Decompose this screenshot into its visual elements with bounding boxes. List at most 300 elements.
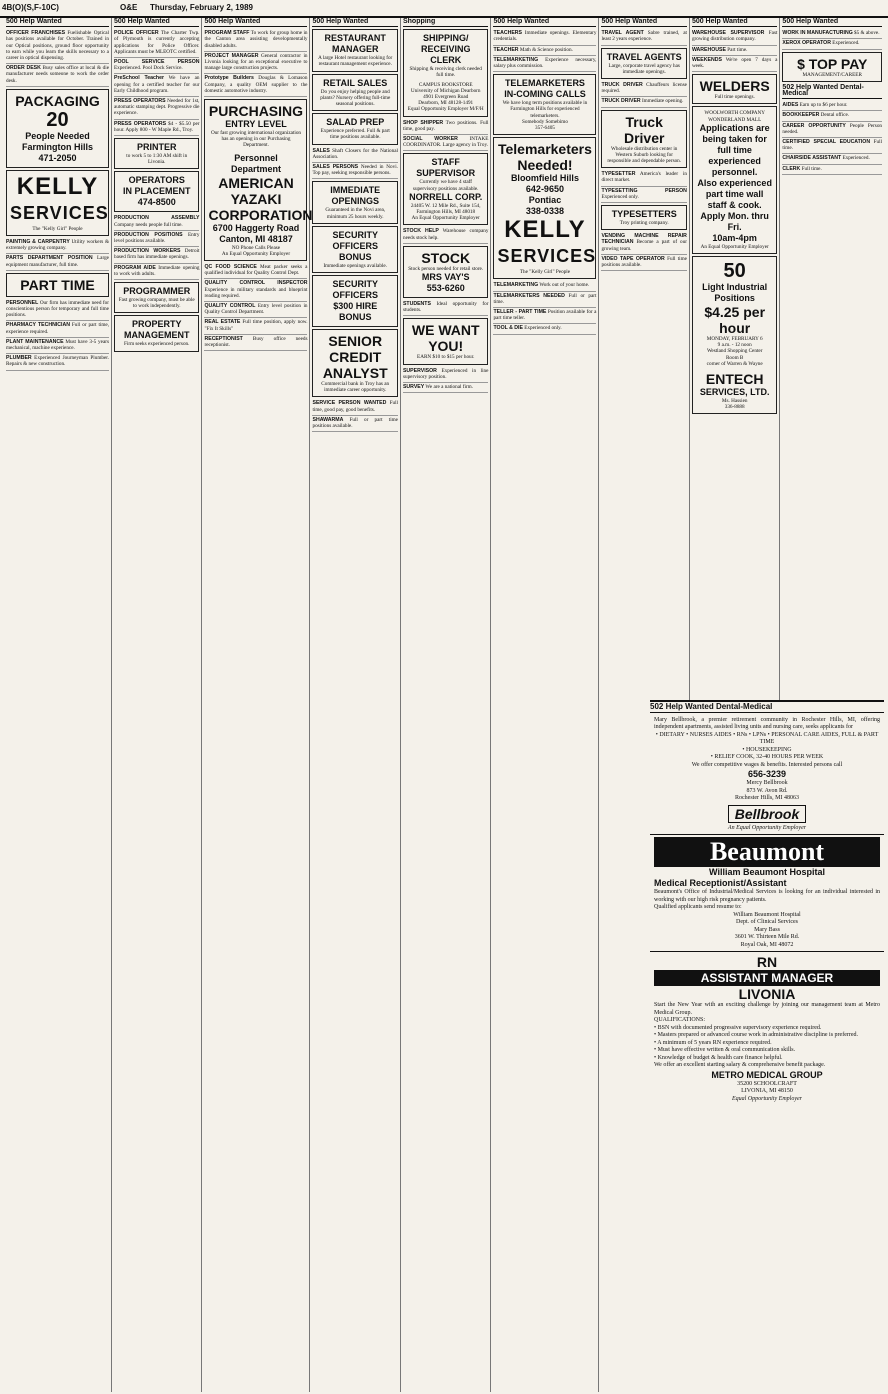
yazaki-note: NO Phone Calls Please	[231, 244, 281, 251]
ad-title: POLICE OFFICER	[114, 30, 159, 37]
immediate-openings-ad	[312, 181, 397, 223]
packaging-area: Farmington Hills	[21, 141, 93, 152]
woolworth-text: Applications are being taken for full time experienced personnel.	[699, 122, 770, 177]
travel-text: Large, corporate travel agency has immediate openings.	[608, 62, 680, 75]
retail-text: Do you enjoy helping people and plants? Nursery offering full-time seasonal positions.	[320, 88, 391, 108]
ad-text: $5 & above.	[854, 30, 880, 37]
woolworth-sub: WONDERLAND MALL	[708, 116, 762, 123]
rn-title: RN	[756, 954, 778, 970]
ad-title: ORDER DESK	[6, 65, 41, 72]
typesetters-title: TYPESETTERS	[611, 209, 677, 220]
ad-title: PRESS OPERATORS	[114, 120, 167, 127]
ad-title: TELEMARKETERS NEEDED	[493, 292, 565, 299]
mercy-name: Mercy Bellbrook	[746, 780, 788, 786]
retail-title: RETAIL SALES	[323, 77, 388, 88]
entech-phone: 336-8888	[724, 404, 745, 411]
packaging-ad	[6, 89, 109, 168]
security-title: SECURITY OFFICERS	[332, 229, 378, 251]
purchasing-text: Our fast growing international organization has an opening in our Purchasing Department.	[210, 130, 302, 149]
tmn-sub: Needed!	[517, 157, 573, 174]
printer-ad	[114, 138, 199, 169]
ad	[114, 97, 199, 120]
welders-title: WELDERS	[699, 78, 770, 95]
rn-text: Start the New Year with an exciting challenge by joining our management team at Metro Medical Group.	[654, 1002, 880, 1016]
ad	[114, 58, 199, 74]
ad-title: QC FOOD SCIENCE	[204, 264, 257, 271]
ad	[6, 64, 109, 87]
ad-title: TRUCK DRIVER	[601, 98, 641, 105]
mrsvays-phone: 553-6260	[426, 283, 465, 294]
tmn-phone1: 642-9650	[525, 184, 564, 195]
ad-title: XEROX OPERATOR	[782, 40, 831, 47]
li-time: 9 a.m. - 12 noon	[717, 342, 752, 349]
ad-text: Full time.	[801, 165, 822, 172]
ad	[6, 254, 109, 270]
ad	[601, 29, 686, 45]
ad-title: TRAVEL AGENT	[601, 30, 644, 37]
ad-title: CAREER OPPORTUNITY	[782, 122, 846, 129]
li-sub2: Positions	[714, 293, 755, 304]
bookstore-addr: 4901 Evergreen Road	[423, 94, 469, 101]
ad-text: Full time, good pay, good benefits.	[312, 400, 398, 413]
ad-title: WAREHOUSE SUPERVISOR	[691, 30, 765, 37]
rn-company: METRO MEDICAL GROUP	[711, 1069, 823, 1080]
mercy-eoe: An Equal Opportunity Employer	[727, 824, 807, 831]
credit-text: Commercial bank in Troy has an immediate career opportunity.	[321, 381, 390, 394]
purchasing-title: PURCHASING	[208, 103, 304, 120]
ad-title: QUALITY CONTROL	[204, 303, 256, 310]
ad-text: America's leader in direct market.	[601, 171, 687, 184]
programmer-ad	[114, 282, 199, 313]
beaumont-logo: Beaumont	[654, 837, 880, 867]
column-5	[401, 18, 491, 1392]
ad	[782, 39, 882, 49]
ad	[601, 255, 686, 271]
ad-title: PRODUCTION POSITIONS	[114, 231, 183, 238]
ad	[312, 416, 397, 432]
ad-title: PROJECT MANAGER	[204, 52, 259, 59]
beaumont-ad	[650, 835, 884, 952]
section-heading-dental: 502 Help Wanted Dental-Medical	[782, 84, 882, 99]
ad-text: Busy office needs receptionist.	[204, 335, 308, 349]
ad-text: General contractor in Livonia looking for an exceptional executive to manage large construction projects.	[204, 52, 308, 72]
shipping-title2: RECEIVING CLERK	[420, 44, 471, 66]
ad-title: CHAIRSIDE ASSISTANT	[782, 155, 842, 162]
ad-text: Position available for a part time teller.	[493, 309, 597, 322]
ad-title: PROGRAM STAFF	[204, 30, 250, 37]
ad-title: PARTS DEPARTMENT POSITION	[6, 255, 93, 262]
rn-q3: • A minimum of 5 years RN experience required.	[654, 1039, 772, 1046]
bookstore-title: CAMPUS BOOKSTORE	[418, 81, 473, 88]
ad-text: Immediate opening.	[641, 98, 684, 105]
column-6	[491, 18, 599, 1392]
woolworth-title: WOOLWORTH COMPANY	[704, 110, 765, 117]
woolworth-text2: Also experienced part time wall staff & cook.	[697, 177, 772, 210]
column-heading: 500 Help Wanted	[782, 18, 882, 27]
ad-text: Experience in military standards and blueprint reading required.	[204, 286, 308, 299]
part-time-title: PART TIME	[20, 276, 95, 293]
rn-city2: LIVONIA, MI 48150	[741, 1088, 793, 1094]
beaumont-title: Medical Receptionist/Assistant	[654, 878, 787, 888]
ad-title: TRUCK DRIVER	[601, 82, 643, 89]
ad-title: TELEMARKETING	[493, 56, 539, 63]
mercy-phone: 656-3239	[747, 769, 787, 779]
beaumont-addr5: Royal Oak, MI 48072	[740, 941, 794, 948]
ad-title: SHAWARMA	[312, 416, 344, 423]
mercy-roles2: • HOUSEKEEPING	[742, 746, 792, 753]
ad	[312, 147, 397, 163]
rn-q1: • BSN with documented progressive supervisory experience required.	[654, 1024, 822, 1031]
ad	[114, 120, 199, 136]
wwy-title: WE WANT YOU!	[411, 322, 480, 355]
ad-text: Entry level positions available.	[114, 231, 200, 245]
ad	[692, 29, 777, 45]
property-ad	[114, 315, 199, 351]
ad-title: SOCIAL WORKER	[402, 136, 458, 143]
li-count: 50	[723, 260, 746, 283]
ad-text: Work out of your home.	[539, 282, 590, 289]
ad-title: Prototype Builders	[204, 75, 254, 82]
bookstore-city: Dearborn, MI 48128-1491	[418, 100, 474, 107]
ad-title: VENDING MACHINE	[601, 233, 659, 240]
li-room: Room B	[725, 354, 744, 361]
rn-q5: • Knowledge of budget & health care finance helpful.	[654, 1054, 783, 1061]
woolworth-apply: Apply Mon. thru Fri.	[700, 210, 769, 232]
ad-title: SHOP SHIPPER	[402, 119, 444, 126]
yazaki-city: Canton, MI 48187	[219, 233, 293, 244]
ad	[692, 56, 777, 72]
ad	[6, 321, 109, 337]
printer-text: to work 5 to 1:30 AM shift in Livonia.	[126, 153, 188, 166]
ad	[204, 335, 307, 351]
ad-text: Sabre trained, at least 2 years experience.	[601, 30, 687, 43]
we-want-you-ad	[403, 318, 488, 364]
ad-title: SALES PERSONS	[312, 164, 359, 171]
rn-ad	[650, 952, 884, 1105]
ad-sub: REPAIR TECHNICIAN	[601, 233, 687, 246]
ad-title: TYPESETTER	[601, 171, 636, 178]
security2-title: SECURITY OFFICERS	[332, 279, 378, 301]
ad-text: Experienced. Pool Dock Service.	[114, 65, 183, 72]
immediate-text: Guaranteed in the Novi area, minimum 25 hours weekly.	[325, 207, 386, 220]
ad-text: Experienced.	[832, 40, 860, 47]
programmer-text: Fast growing company, must be able to work independently.	[118, 297, 195, 310]
ad	[403, 367, 488, 383]
purchasing-sub: ENTRY LEVEL	[225, 119, 287, 130]
ad	[782, 138, 882, 154]
ad-text: INTAKE COORDINATOR. Large agency in Troy.	[402, 136, 489, 149]
ad-text: Become a part of our growing team.	[601, 239, 687, 252]
ad-text: Detroit based firm has immediate openings.	[114, 248, 200, 261]
ad-text: Must have 3-5 years mechanical, machine experience.	[6, 338, 109, 352]
ad-title: AIDES	[782, 102, 799, 109]
column-heading: 500 Help Wanted	[312, 18, 397, 27]
ad-title: PHARMACY TECHNICIAN	[6, 322, 70, 329]
welders-text: Full time openings.	[714, 94, 755, 101]
truck-title: Truck Driver	[623, 113, 665, 146]
beaumont-addr3: Mary Bass	[754, 926, 780, 933]
ad	[403, 300, 488, 316]
ad-text: Shaft Closers for the National Association.	[312, 147, 398, 160]
restaurant-text: A large Hotel restaurant looking for restaurant management experience.	[318, 55, 393, 68]
ad	[204, 302, 307, 318]
rn-eoe: Equal Opportunity Employer	[732, 1095, 802, 1102]
ad	[114, 264, 199, 280]
beaumont-text: Beaumont's Office of Industrial/Medical Services is looking for an individual interested in working with our high risk pregnancy patients.	[654, 889, 880, 903]
tmn-title: Telemarketers	[497, 141, 592, 158]
top-pay-title: $ TOP PAY	[797, 55, 868, 72]
norrell-eoe: An Equal Opportunity Employer	[411, 215, 480, 222]
li-day: MONDAY, FEBRUARY 6	[706, 336, 763, 343]
column-heading: 500 Help Wanted	[692, 18, 777, 27]
telemarketers-needed-ad	[493, 137, 596, 279]
rn-offer: We offer an excellent starting salary & comprehensive benefit package.	[654, 1062, 826, 1068]
display-ads-block	[650, 700, 884, 1392]
retail-ad	[312, 74, 397, 112]
typesetters-text: Troy printing company.	[619, 220, 669, 227]
credit-title: SENIOR CREDIT ANALYST	[322, 333, 388, 382]
ad	[6, 238, 109, 254]
property-text: Firm seeks experienced person.	[124, 341, 190, 348]
salad-text: Experience preferred. Full & part time positions available.	[320, 128, 390, 141]
ad	[403, 383, 488, 393]
ad	[312, 163, 397, 179]
kelly-tag: The "Kelly Girl" People	[32, 225, 83, 232]
bookstore-eoe: Equal Opportunity Employer M/F/H	[407, 106, 484, 113]
ad	[601, 81, 686, 97]
ad	[114, 247, 199, 263]
ad	[493, 308, 596, 324]
ad-text: Immediate opening to work with adults.	[114, 264, 200, 277]
stock-ad	[403, 246, 488, 298]
ad	[493, 324, 596, 334]
salad-ad	[312, 113, 397, 144]
ad-text: Part time.	[727, 46, 748, 53]
ad	[204, 263, 307, 279]
ad-text: Needed for 1st, automatic stamping dept. Progressive die experience.	[114, 98, 200, 117]
rn-title2: ASSISTANT MANAGER	[654, 970, 880, 986]
ad-title: PAINTING & CARPENTRY	[6, 239, 70, 246]
ad-text: Experienced in line supervisory position.	[402, 367, 489, 380]
li-corner: corner of Warren & Wayne	[706, 360, 763, 367]
truck-text: Wholesale distribution center in Western Suburb looking for responsible and dependable person.	[607, 145, 682, 165]
ad-text: Experienced.	[842, 155, 870, 162]
packaging-title: PACKAGING	[15, 92, 100, 109]
ad-text: Warehouse company needs stock help.	[402, 228, 489, 241]
ad	[692, 46, 777, 56]
ad-title: PLUMBER	[6, 355, 32, 362]
mercy-ad	[650, 715, 884, 836]
tmn-area2: Pontiac	[528, 195, 562, 206]
beaumont-addr1: William Beaumont Hospital	[733, 911, 801, 918]
ad-title: TELEMARKETING	[493, 282, 539, 289]
tmn-phone2: 338-0338	[525, 206, 564, 217]
bookstore-sub: University of Michigan Dearborn	[410, 87, 481, 94]
ad-title: TOOL & DIE	[493, 325, 523, 332]
ad-text: Douglas & Lomason Company, a quality OEM supplier to the domestic automotive industry.	[204, 75, 308, 94]
tm-phone: 357-6405	[535, 125, 555, 132]
kelly-name2: SERVICES	[10, 202, 109, 223]
column-heading: 500 Help Wanted	[601, 18, 686, 27]
mercy-roles3: • RELIEF COOK, 32-40 HOURS PER WEEK	[710, 754, 824, 760]
kelly-name: KELLY	[504, 216, 586, 244]
travel-agents-ad	[601, 48, 686, 79]
ad-title: SERVICE PERSON WANTED	[312, 400, 387, 407]
column-1	[4, 18, 112, 1392]
ad-text: Ideal opportunity for students.	[402, 301, 489, 314]
packaging-sub: People Needed	[25, 130, 90, 141]
packaging-count: 20	[46, 108, 69, 131]
ad-title: WEEKENDS	[691, 56, 722, 63]
operators-phone: 474-8500	[137, 197, 176, 208]
light-industrial-ad	[692, 256, 777, 414]
entech-name2: SERVICES, LTD.	[699, 387, 770, 398]
ad	[6, 299, 109, 322]
column-4	[310, 18, 400, 1392]
ad-text: Busy sales office at local & die manufacturer needs someone to work the order desk.	[6, 65, 109, 84]
tm-sub: IN-COMING CALLS	[504, 89, 586, 100]
ad	[782, 165, 882, 175]
norrell-addr: 24405 W. 12 Mile Rd., Suite 154,	[410, 202, 481, 209]
ad-title: QUALITY CONTROL INSPECTOR	[204, 280, 308, 287]
ad-text: Experienced only.	[524, 325, 562, 332]
ad-title: CERTIFIED SPECIAL EDUCATION	[782, 139, 871, 146]
ad-text: Full time positions available.	[601, 255, 687, 269]
ad-title: PRESS OPERATORS	[114, 98, 166, 105]
tmn-area1: Bloomfield Hills	[510, 173, 579, 184]
staff-supervisor-ad	[403, 153, 488, 225]
ad	[403, 227, 488, 243]
ad-title: TELLER - PART TIME	[493, 309, 547, 316]
kelly-name: KELLY	[16, 172, 99, 200]
ad	[312, 399, 397, 415]
column-heading: 500 Help Wanted	[114, 18, 199, 27]
operators-title: OPERATORS	[128, 175, 185, 186]
ad-title: PLANT MAINTENANCE	[6, 338, 64, 345]
mercy-city: Rochester Hills, MI 48063	[735, 795, 799, 801]
column-heading: 500 Help Wanted	[6, 18, 109, 27]
shipping-ad	[403, 29, 488, 116]
packaging-phone: 471-2050	[38, 152, 77, 163]
ad-text: Full or part time positions available.	[312, 416, 398, 430]
restaurant-title: RESTAURANT MANAGER	[324, 33, 386, 55]
mercy-addr: 873 W. Avon Rd.	[746, 787, 788, 794]
staff-text: Currently we have 4 staff supervisory positions available.	[412, 179, 479, 192]
yazaki-addr: 6700 Haggerty Road	[212, 222, 300, 233]
woolworth-hours: 10am-4pm	[712, 232, 757, 243]
ad-text: We're open 7 days a week.	[691, 56, 778, 70]
ad	[204, 318, 307, 334]
ad-title: PRODUCTION ASSEMBLY	[114, 215, 200, 222]
top-pay-ad	[782, 52, 882, 82]
ad-text: We are a national firm.	[425, 384, 473, 391]
beaumont-addr4: 3601 W. Thirteen Mile Rd.	[734, 934, 800, 940]
telemarketers-incoming-ad	[493, 74, 596, 135]
tm-contact: Somebody Somebimo	[521, 118, 568, 125]
ad	[114, 29, 199, 58]
ad-title: PERSONNEL	[6, 299, 39, 306]
ad-text: Meat packer seeks a qualified individual for Quality Control Dept.	[204, 264, 308, 277]
immediate-title: IMMEDIATE OPENINGS	[330, 185, 381, 207]
section-code: 4B(O)(S,F-10C)	[2, 3, 59, 12]
ad	[493, 29, 596, 45]
ad	[403, 119, 488, 135]
ad-title: CLERK	[782, 165, 801, 172]
shipping-text: Shipping & receiving clerk needed full time.	[409, 66, 482, 79]
welders-ad	[692, 74, 777, 104]
security-sub: BONUS	[338, 251, 372, 262]
ad-text: Needed in Novi. Top pay, seeking responsible persons.	[312, 164, 398, 177]
ad-title: REAL ESTATE	[204, 319, 241, 326]
security2-sub: $300 HIRE BONUS	[333, 301, 378, 323]
column-2	[112, 18, 202, 1392]
operators-ad	[114, 171, 199, 212]
ad-text: Fuelishable Optical has positions available for October. Trained in our Optical positions, ground floor opportunity to earn while you learn the skills necessary to a career in optical dispensing.	[6, 30, 109, 62]
ad	[782, 29, 882, 39]
ad	[782, 122, 882, 138]
dental-heading: 502 Help Wanted Dental-Medical	[650, 702, 884, 713]
ad-title: WORK IN MANUFACTURING	[782, 30, 853, 37]
ad-text: Experience necessary, salary plus commission.	[493, 56, 597, 70]
ad-title: POOL SERVICE PERSON	[114, 59, 200, 66]
ad	[493, 56, 596, 72]
ad-title: VIDEO TAPE OPERATOR	[601, 255, 665, 262]
stock-text: Stock person needed for retail store.	[408, 265, 484, 272]
ad-title: PRODUCTION WORKERS	[114, 248, 181, 255]
staff-title: STAFF SUPERVISOR	[416, 157, 476, 179]
security2-ad	[312, 275, 397, 327]
salad-title: SALAD PREP	[326, 117, 385, 128]
ad-text: Full time.	[782, 139, 883, 152]
ad	[782, 111, 882, 121]
ad	[6, 354, 109, 370]
credit-analyst-ad	[312, 329, 397, 397]
entech-contact: Ms. Hassien	[721, 398, 748, 405]
ad-title: TYPESETTING PERSON	[601, 187, 687, 194]
kelly-name2: SERVICES	[497, 246, 597, 267]
ad-text: Chauffeurs license required.	[601, 82, 687, 95]
rn-q4: • Must have effective written & oral communication skills.	[654, 1047, 796, 1053]
issue-date: Thursday, February 2, 1989	[150, 3, 254, 12]
ad-title: TEACHER	[493, 46, 519, 53]
ad-text: Two positions. Full time, good pay.	[402, 119, 489, 132]
column-heading: 500 Help Wanted	[204, 18, 307, 27]
ad-title: PROGRAM AIDE	[114, 264, 156, 271]
ad	[6, 338, 109, 354]
ad-text: Entry level position in Quality Control Department.	[204, 303, 308, 316]
ad-text: Experienced only.	[601, 193, 639, 200]
operators-sub: IN PLACEMENT	[122, 186, 191, 197]
ad	[601, 232, 686, 255]
ad-title: STUDENTS	[402, 301, 431, 308]
yazaki-dept: Personnel Department	[230, 152, 281, 174]
top-pay-sub: MANAGEMENT/CAREER	[802, 71, 862, 78]
shipping-title: SHIPPING/	[422, 33, 469, 44]
ad-text: Fast growing distribution company.	[691, 30, 778, 43]
kelly-ad	[6, 170, 109, 236]
column-3	[202, 18, 313, 1392]
ad	[493, 281, 596, 291]
ad-text: Full or part time.	[493, 292, 597, 305]
ad-text: Experienced Journeyman Plumber. Repairs & new construction.	[6, 355, 110, 368]
li-sub: Light Industrial	[702, 282, 768, 293]
column-heading: 500 Help Wanted	[493, 18, 596, 27]
stock-title: STOCK	[421, 249, 471, 266]
li-pay: $4.25 per hour	[704, 304, 766, 337]
ad	[114, 74, 199, 97]
ad-text: Immediate openings. Elementary credentials.	[493, 30, 597, 43]
kelly-tag: The "Kelly Girl" People	[519, 269, 571, 276]
